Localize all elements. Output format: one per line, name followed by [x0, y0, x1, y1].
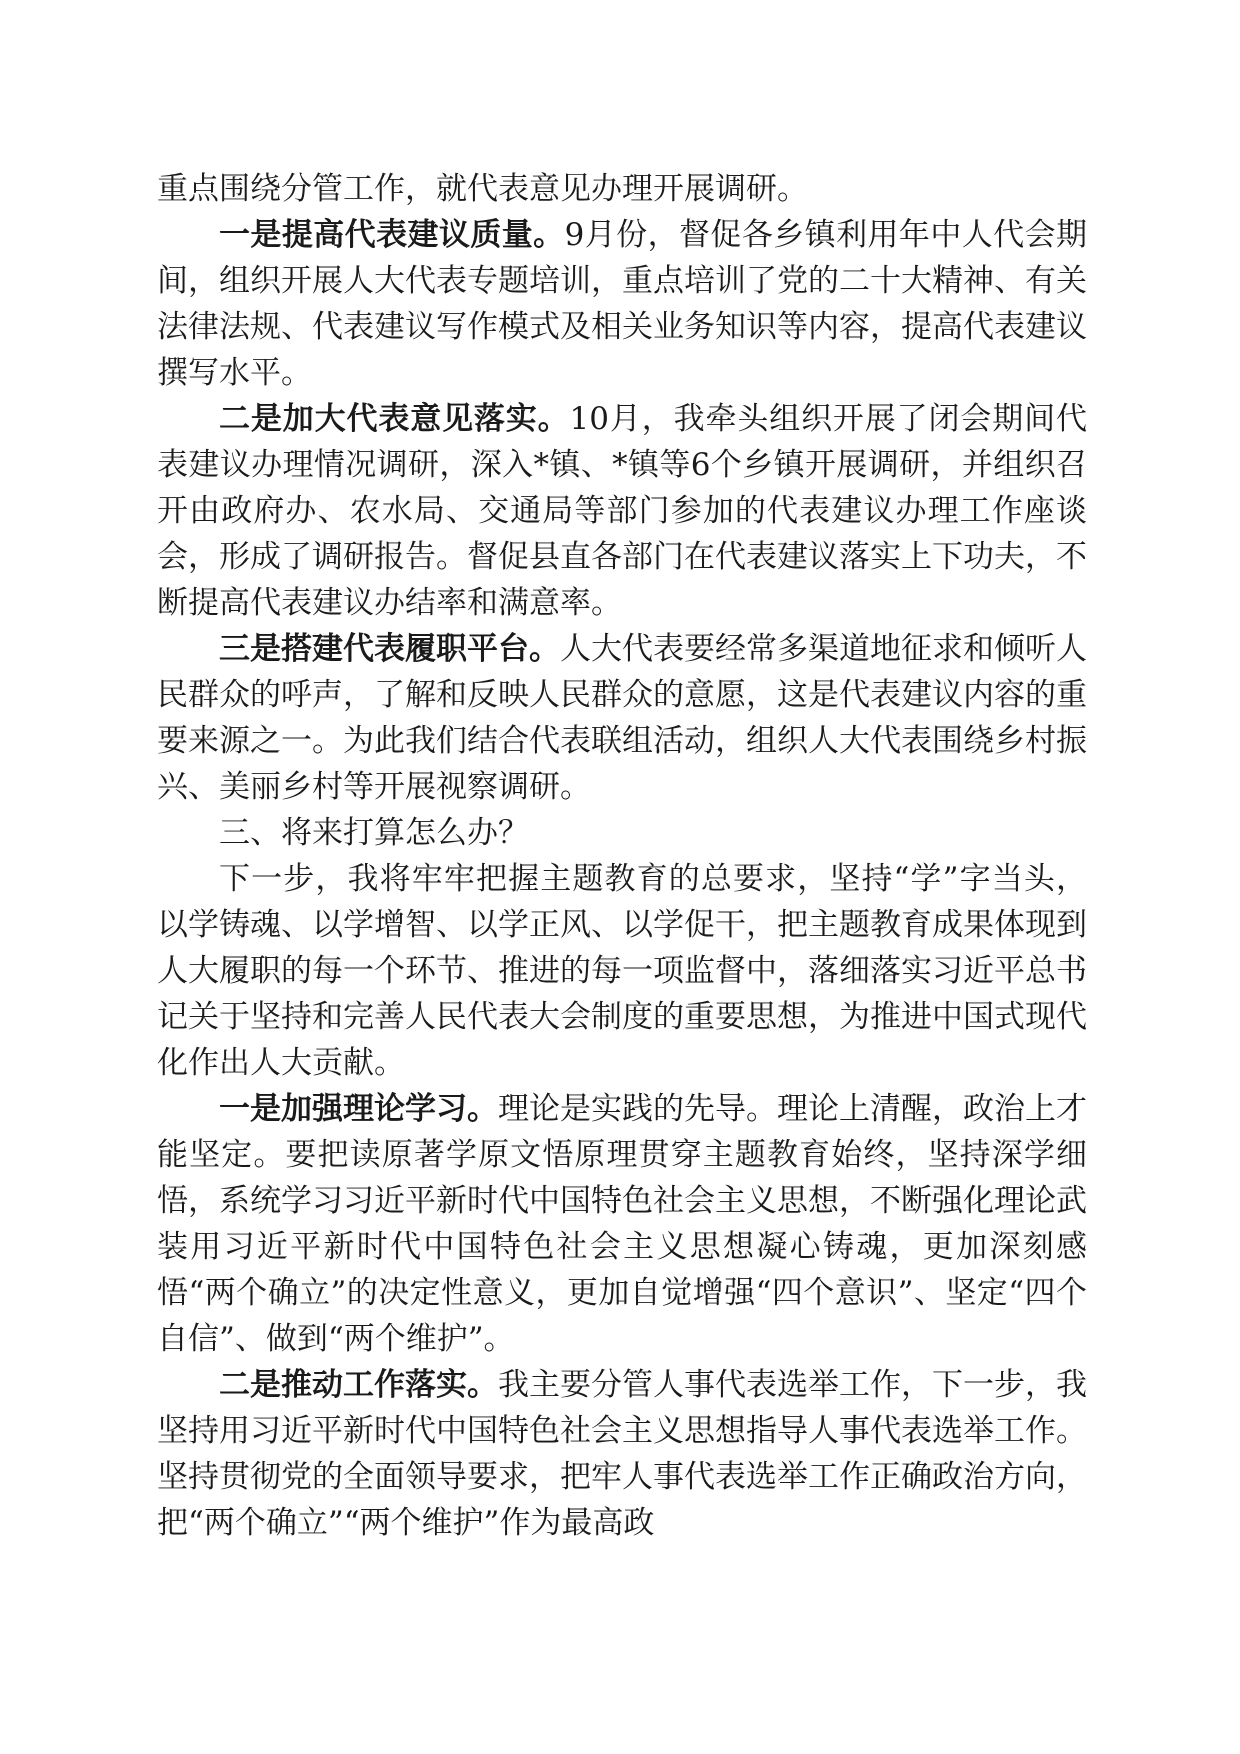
section-heading-text: 三、将来打算怎么办？ — [219, 815, 529, 851]
paragraph-text: 9月份，督促各乡镇利用年中人代会期间，组织开展人大代表专题培训，重点培训了党的二十大精神、有关法律法规、代表建议写作模式及相关业务知识等内容，提高代表建议撰写水平。 — [157, 217, 1087, 391]
paragraph-theory-study — [157, 1086, 1087, 1362]
paragraph-continuation — [157, 166, 1087, 212]
paragraph-next-steps — [157, 856, 1087, 1086]
paragraph-work-implementation — [157, 1362, 1087, 1546]
paragraph-text: 重点围绕分管工作，就代表意见办理开展调研。 — [157, 171, 808, 207]
paragraph-lead: 二是推动工作落实。 — [219, 1367, 498, 1403]
paragraph-text: 下一步，我将牢牢把握主题教育的总要求，坚持“学”字当头，以学铸魂、以学增智、以学正风、以学促干，把主题教育成果体现到人大履职的每一个环节、推进的每一项监督中，落细落实习近平总书记关于坚持和完善人民代表大会制度的重要思想，为推进中国式现代化作出人大贡献。 — [157, 861, 1087, 1081]
paragraph-lead: 三是搭建代表履职平台。 — [219, 631, 560, 667]
paragraph-lead: 二是加大代表意见落实。 — [219, 401, 570, 437]
paragraph-lead: 一是提高代表建议质量。 — [219, 217, 565, 253]
document-body — [157, 166, 1087, 1546]
paragraph-improve-suggestion-quality — [157, 212, 1087, 396]
paragraph-implement-opinions — [157, 396, 1087, 626]
paragraph-text: 我主要分管人事代表选举工作，下一步，我坚持用习近平新时代中国特色社会主义思想指导人事代表选举工作。坚持贯彻党的全面领导要求，把牢人事代表选举工作正确政治方向，把“两个确立”“两个维护”作为最高政 — [157, 1367, 1087, 1541]
paragraph-text: 人大代表要经常多渠道地征求和倾听人民群众的呼声，了解和反映人民群众的意愿，这是代表建议内容的重要来源之一。为此我们结合代表联组活动，组织人大代表围绕乡村振兴、美丽乡村等开展视察调研。 — [157, 631, 1087, 805]
paragraph-text: 10月，我牵头组织开展了闭会期间代表建议办理情况调研，深入*镇、*镇等6个乡镇开展调研，并组织召开由政府办、农水局、交通局等部门参加的代表建议办理工作座谈会，形成了调研报告。督促县直各部门在代表建议落实上下功夫，不断提高代表建议办结率和满意率。 — [157, 401, 1087, 621]
paragraph-build-platform — [157, 626, 1087, 810]
paragraph-lead: 一是加强理论学习。 — [219, 1091, 498, 1127]
section-heading-future-plans — [157, 810, 1087, 856]
paragraph-text: 理论是实践的先导。理论上清醒，政治上才能坚定。要把读原著学原文悟原理贯穿主题教育始终，坚持深学细悟，系统学习习近平新时代中国特色社会主义思想，不断强化理论武装用习近平新时代中国特色社会主义思想凝心铸魂，更加深刻感悟“两个确立”的决定性意义，更加自觉增强“四个意识”、坚定“四个自信”、做到“两个维护”。 — [157, 1091, 1087, 1357]
